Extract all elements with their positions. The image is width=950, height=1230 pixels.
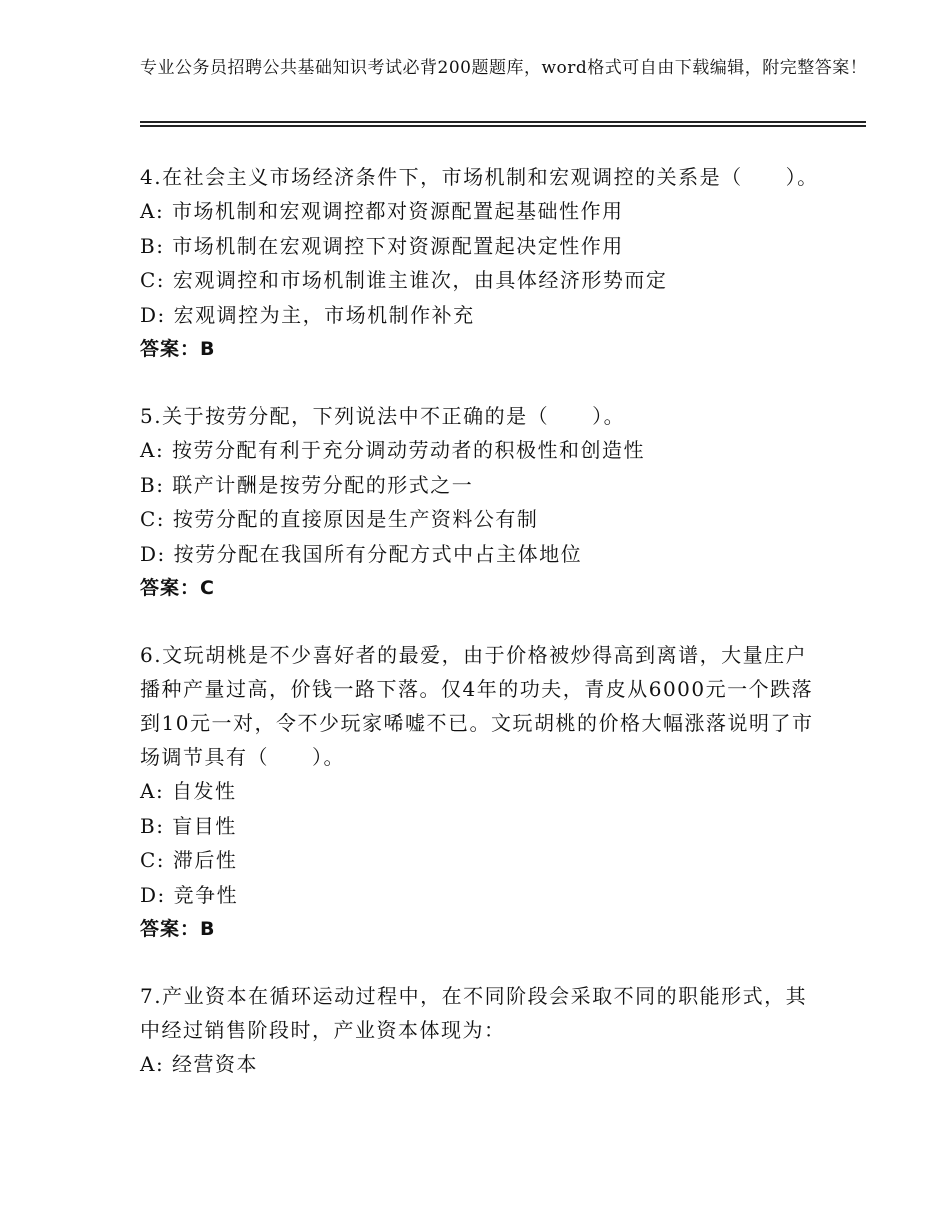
option-c: C: 滞后性 [140,848,238,872]
document-header: 专业公务员招聘公共基础知识考试必背200题题库，word格式可自由下载编辑，附完整答案！ [140,58,868,78]
answer-label: 答案：C [140,577,215,599]
option-d: D: 竞争性 [140,882,239,907]
answer-label: 答案：B [140,338,216,360]
question-stem: 6.文玩胡桃是不少喜好者的最爱，由于价格被炒得高到离谱，大量庄户播种产量过高，价钱一路下落。仅4年的功夫，青皮从6000元一个跌落到10元一对，令不少玩家唏嘘不已。文玩胡桃的价格大幅涨落说明了市场调节具有（ ）。 [140,643,814,769]
header-divider-top [140,121,866,123]
question-5 [140,399,820,605]
question-4 [140,160,820,366]
option-a: A: 自发性 [140,779,237,803]
option-b: B: 联产计酬是按劳分配的形式之一 [140,472,474,497]
question-list [140,160,820,1115]
option-c: C: 按劳分配的直接原因是生产资料公有制 [140,507,539,531]
option-a: A: 按劳分配有利于充分调动劳动者的积极性和创造性 [140,438,646,462]
question-stem: 7.产业资本在循环运动过程中，在不同阶段会采取不同的职能形式，其中经过销售阶段时，产业资本体现为： [140,984,808,1042]
option-b: B: 盲目性 [140,813,237,838]
question-stem: 5.关于按劳分配，下列说法中不正确的是（ ）。 [140,404,626,428]
question-stem: 4.在社会主义市场经济条件下，市场机制和宏观调控的关系是（ ）。 [140,165,819,189]
option-b: B: 市场机制在宏观调控下对资源配置起决定性作用 [140,233,624,258]
option-c: C: 宏观调控和市场机制谁主谁次，由具体经济形势而定 [140,268,668,292]
option-a: A: 经营资本 [140,1052,259,1076]
option-d: D: 按劳分配在我国所有分配方式中占主体地位 [140,541,583,566]
question-7 [140,979,820,1082]
header-divider-bottom [140,125,866,127]
answer-label: 答案：B [140,918,216,940]
question-6 [140,638,820,946]
option-d: D: 宏观调控为主，市场机制作补充 [140,302,475,327]
option-a: A: 市场机制和宏观调控都对资源配置起基础性作用 [140,199,624,223]
